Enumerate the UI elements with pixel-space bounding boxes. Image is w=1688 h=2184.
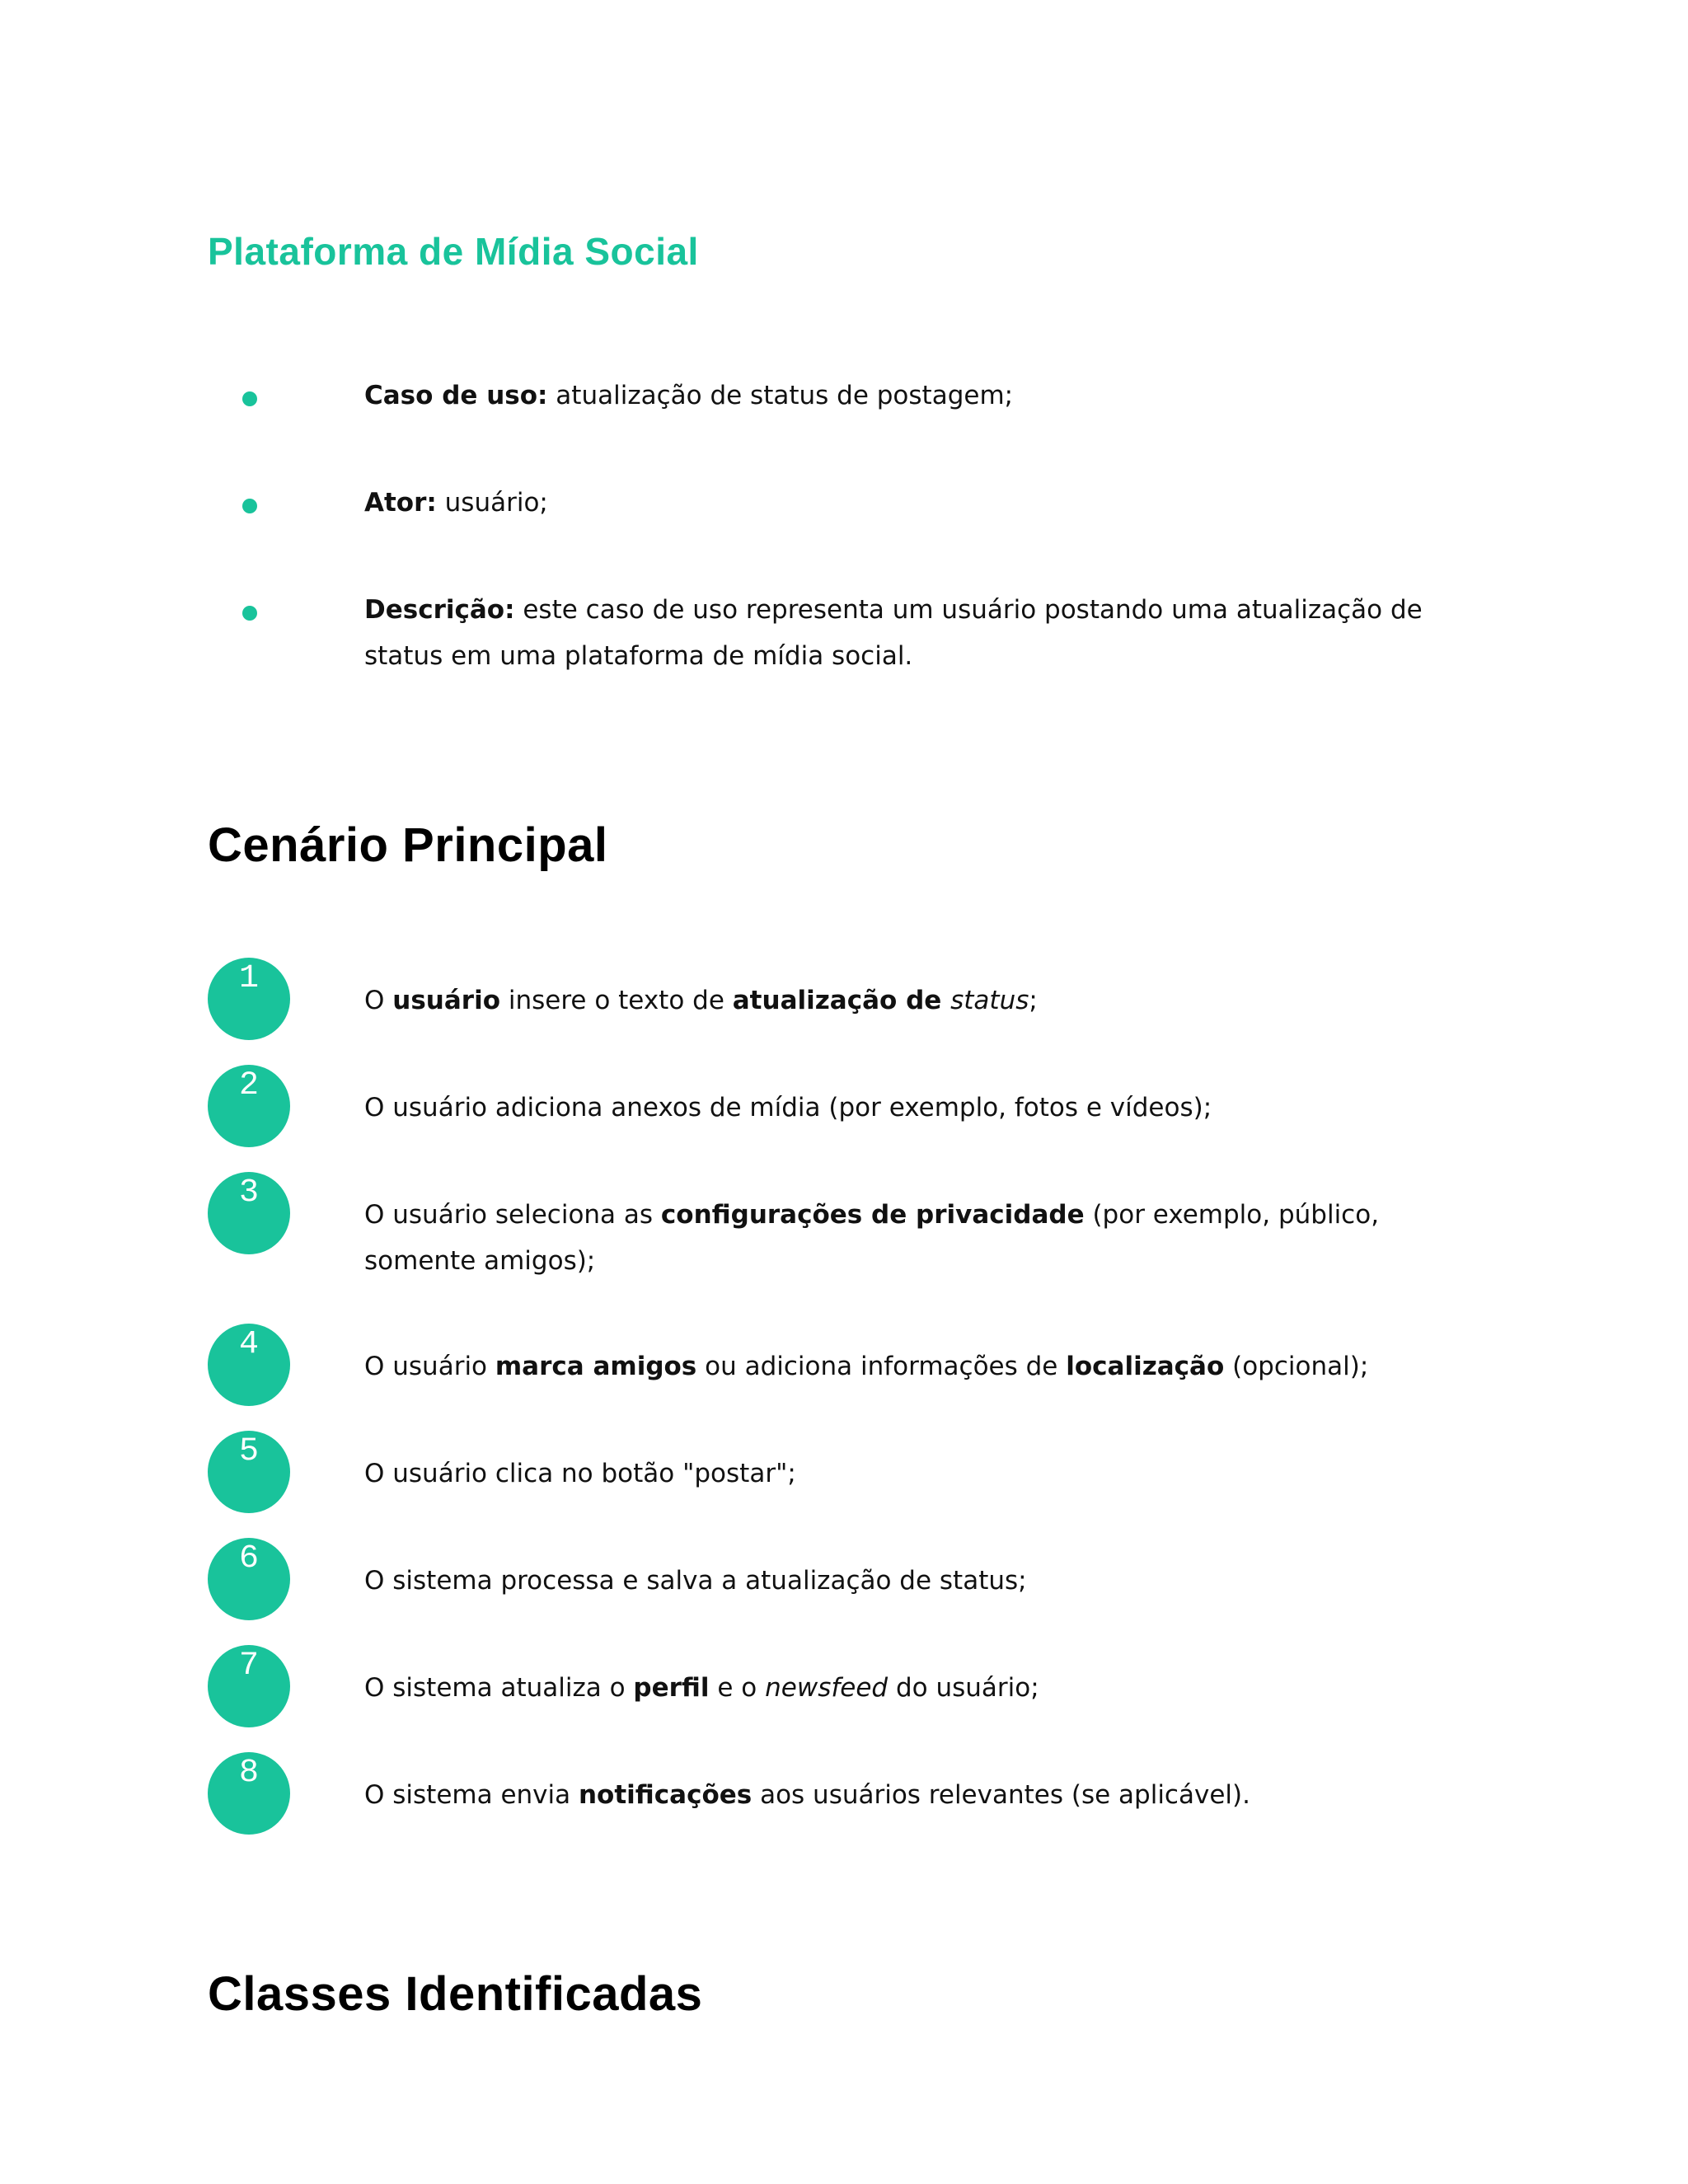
- step-number-badge: [208, 1324, 290, 1406]
- bullet-text: [364, 480, 1485, 526]
- bullet-dot-icon: [242, 606, 257, 621]
- step-text-part: (opcional);: [1224, 1352, 1369, 1381]
- bullet-value: usuário;: [436, 488, 548, 518]
- step-text-part: O sistema processa e salva a atualização de status;: [364, 1566, 1027, 1596]
- step-text-bold: usuário: [392, 986, 500, 1015]
- bullet-dot-icon: [242, 499, 257, 513]
- section-heading-classes-identificadas: Classes Identificadas: [208, 1967, 703, 2021]
- step-text-part: O: [364, 986, 393, 1015]
- step-text: [364, 977, 1485, 1024]
- section-heading-cenario-principal: Cenário Principal: [208, 818, 608, 872]
- bullet-text: [364, 587, 1485, 679]
- bullet-label: Ator:: [364, 488, 437, 518]
- step-number: 7: [238, 1647, 259, 1685]
- step-text-bold: perfil: [633, 1673, 710, 1703]
- step-number-badge: [208, 1645, 290, 1727]
- step-number: 8: [238, 1755, 259, 1792]
- bullet-dot-icon: [242, 391, 257, 406]
- step-number-badge: [208, 1172, 290, 1254]
- step-text-italic: status: [950, 986, 1029, 1015]
- step-text-bold: localização: [1066, 1352, 1225, 1381]
- step-text-part: O sistema envia: [364, 1780, 579, 1810]
- step-text-part: aos usuários relevantes (se aplicável).: [752, 1780, 1250, 1810]
- step-text-part: do usuário;: [888, 1673, 1039, 1703]
- step-number: 2: [238, 1067, 259, 1104]
- step-text: [364, 1665, 1485, 1711]
- step-text: [364, 1451, 1485, 1497]
- step-text-part: ;: [1029, 986, 1038, 1015]
- bullet-label: Caso de uso:: [364, 381, 548, 410]
- step-text-part: O usuário: [364, 1352, 495, 1381]
- step-number-badge: [208, 958, 290, 1040]
- step-number-badge: [208, 1538, 290, 1620]
- step-text-bold: marca amigos: [495, 1352, 697, 1381]
- step-number-badge: [208, 1065, 290, 1147]
- bullet-value: atualização de status de postagem;: [547, 381, 1014, 410]
- bullet-label: Descrição:: [364, 595, 515, 625]
- step-text-part: O sistema atualiza o: [364, 1673, 634, 1703]
- step-text: [364, 1192, 1485, 1284]
- bullet-value: este caso de uso representa um usuário postando uma atualização de status em uma plataforma de mídia social.: [364, 595, 1423, 671]
- step-text-bold: atualização de: [732, 986, 951, 1015]
- step-text-bold: configurações de privacidade: [660, 1200, 1085, 1230]
- step-number-badge: [208, 1431, 290, 1513]
- step-text-bold: notificações: [578, 1780, 753, 1810]
- step-text-part: (por exemplo, público, somente amigos);: [364, 1200, 1380, 1276]
- step-text: [364, 1558, 1485, 1604]
- step-text-part: O usuário clica no botão "postar";: [364, 1459, 796, 1488]
- step-text-part: O usuário seleciona as: [364, 1200, 661, 1230]
- step-text-part: O usuário adiciona anexos de mídia (por exemplo, fotos e vídeos);: [364, 1093, 1212, 1122]
- bullet-text: [364, 373, 1485, 419]
- step-number: 5: [238, 1433, 259, 1470]
- step-number: 4: [238, 1326, 259, 1363]
- page-title: Plataforma de Mídia Social: [208, 230, 699, 273]
- step-text-part: e o: [709, 1673, 766, 1703]
- step-text-italic: newsfeed: [765, 1673, 889, 1703]
- step-number: 6: [238, 1540, 259, 1577]
- step-text: [364, 1085, 1485, 1131]
- step-text-part: insere o texto de: [500, 986, 733, 1015]
- step-text: [364, 1343, 1485, 1390]
- step-number: 1: [238, 960, 259, 997]
- step-number-badge: [208, 1752, 290, 1835]
- step-text-part: ou adiciona informações de: [696, 1352, 1067, 1381]
- step-number: 3: [238, 1174, 259, 1212]
- step-text: [364, 1772, 1485, 1818]
